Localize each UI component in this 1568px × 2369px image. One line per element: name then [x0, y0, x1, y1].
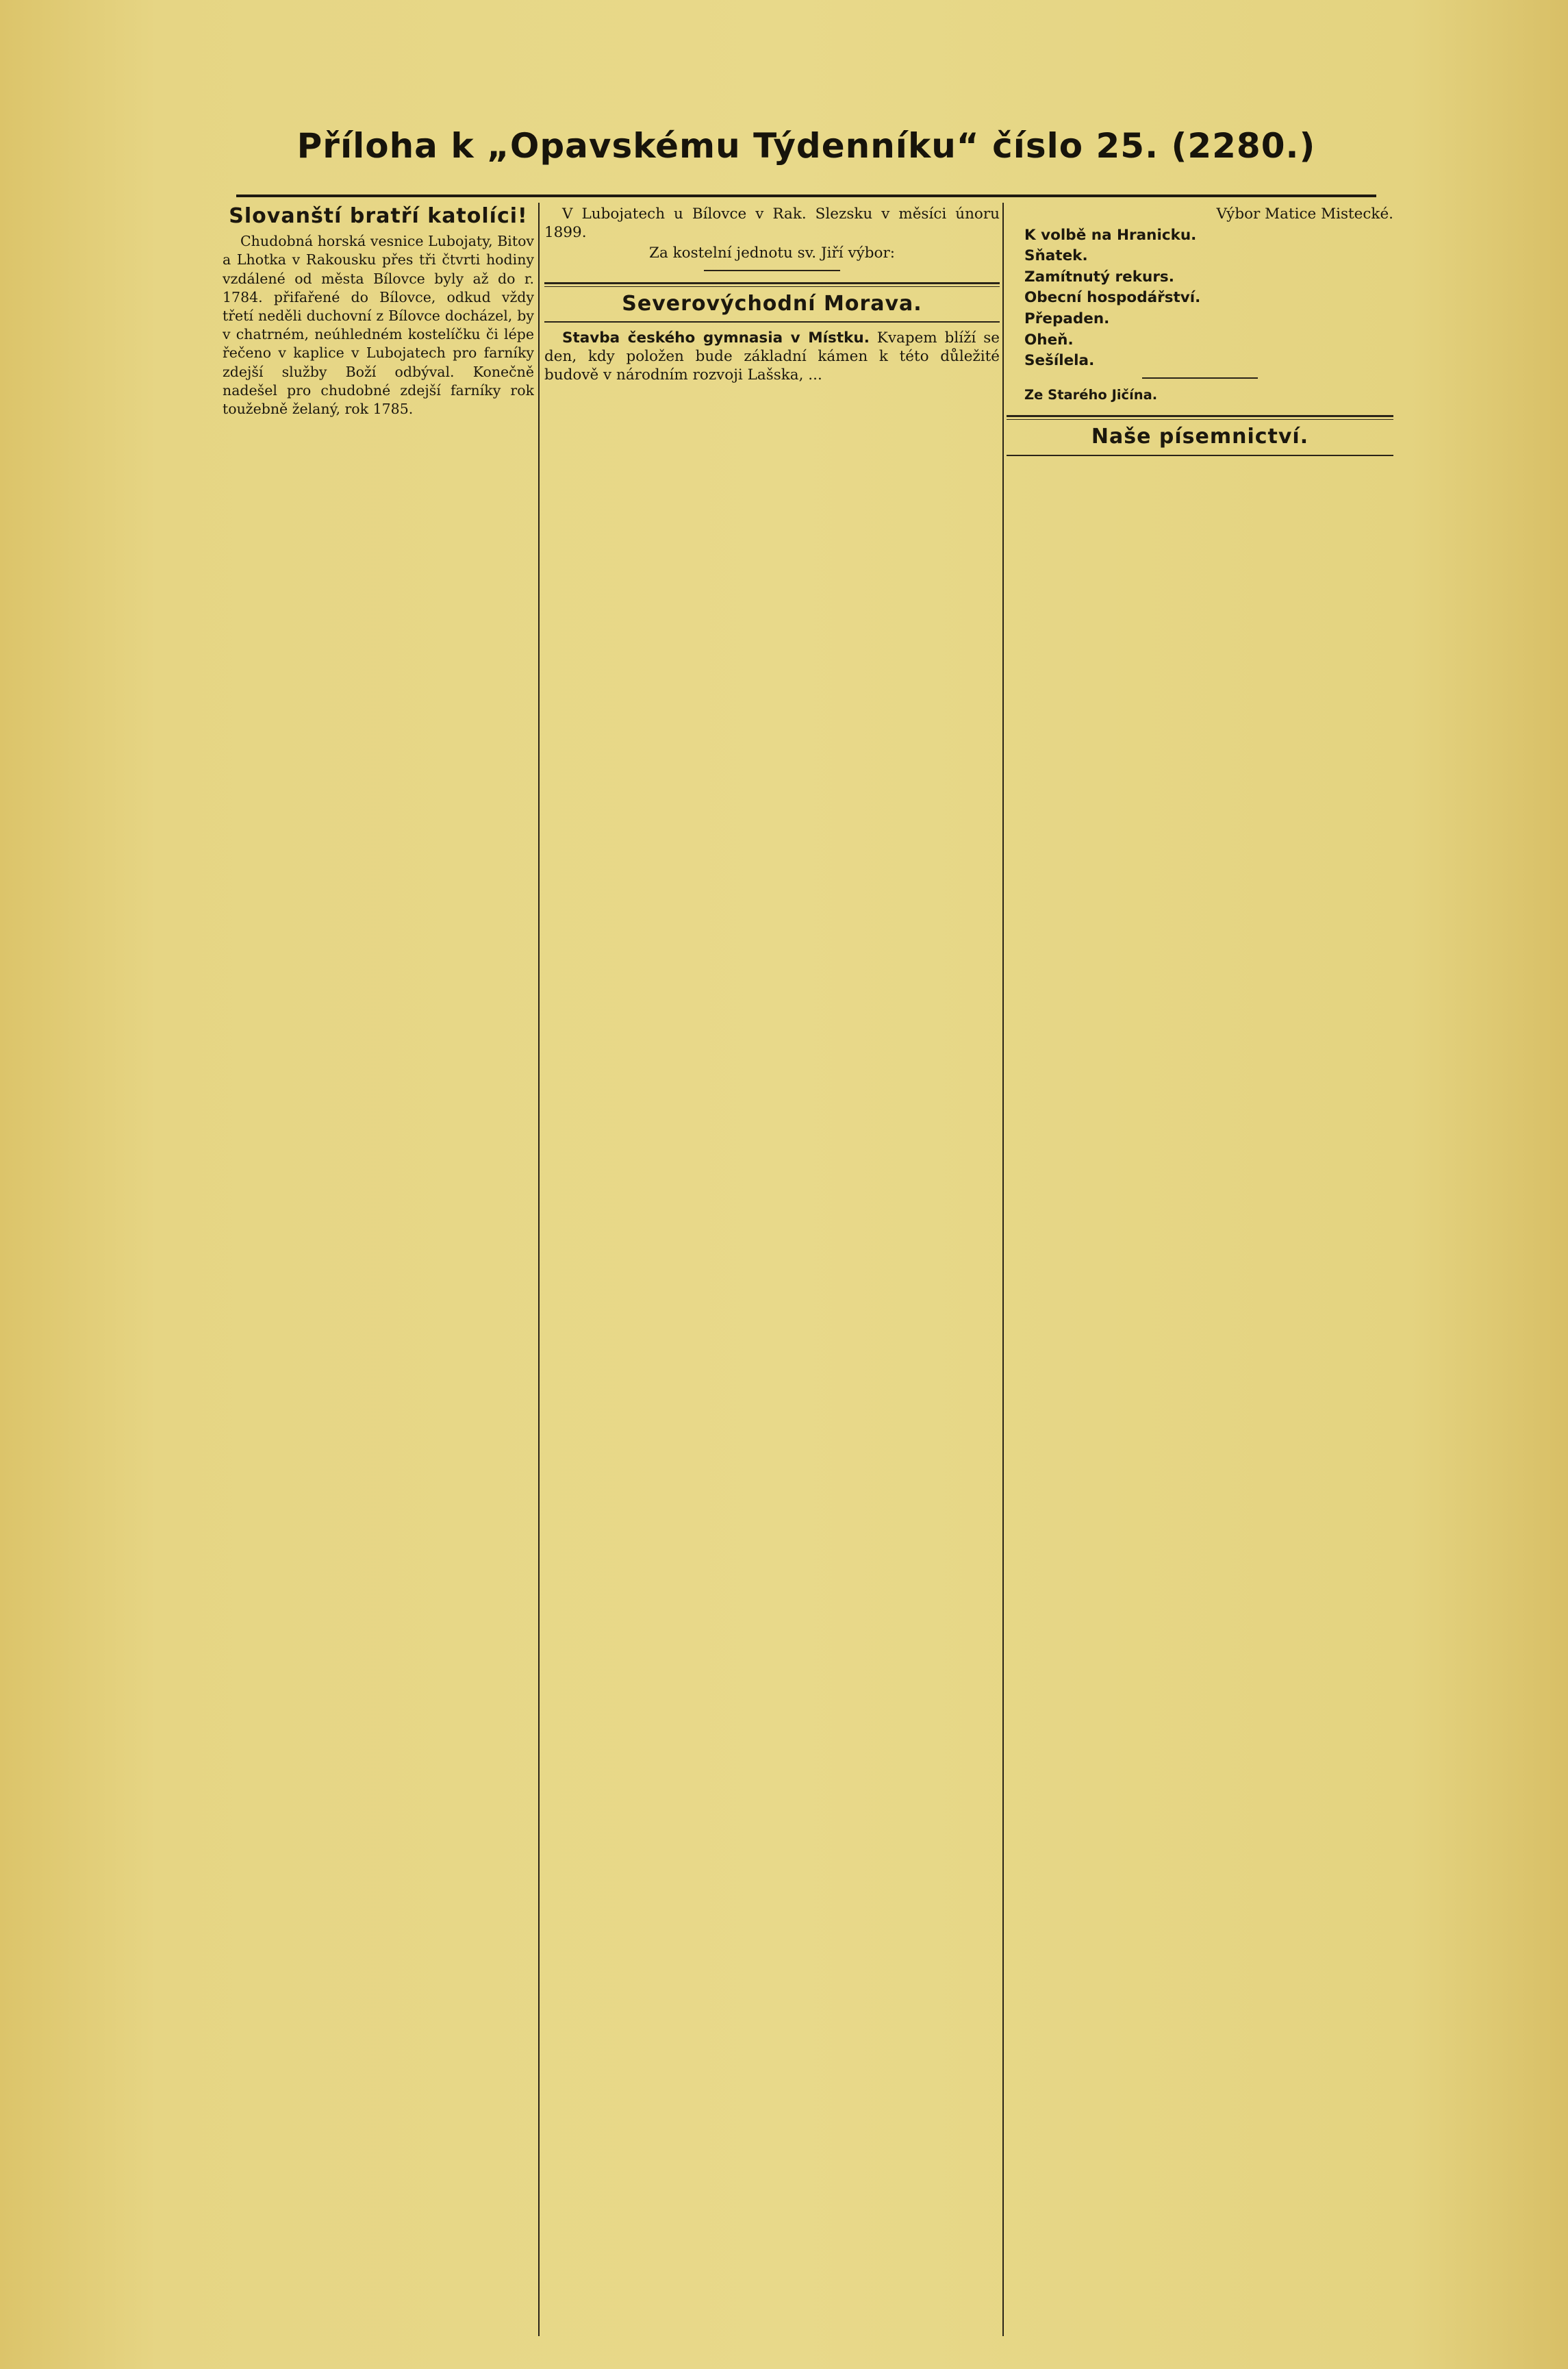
news-lead: Zamítnutý rekurs. [1024, 268, 1174, 286]
news-text: Kvapem blíží se den, kdy položen bude základní kámen k této důležité budově v národním rozvoji Lašska, ... [544, 329, 1000, 384]
section-title: Severovýchodní Morava. [622, 291, 922, 316]
divider [1007, 455, 1393, 456]
news-lead: Sňatek. [1024, 247, 1088, 265]
news-lead: Ze Starého Jičína. [1024, 386, 1158, 403]
paragraph: Chudobná horská vesnice Lubojaty, Bitov a Lhotka v Rakousku přes tři čtvrti hodiny vzdálené od města Bílovce byly až do r. 1784. přifařené do Bílovce, odkud vždy třetí neděli duchovní z Bílovce docházel, by v chatrném, neúhledném kostelíčku či lépe řečeno v kaplice v Lubojatech pro farníky zdejší služby Boží odbýval. Konečně nadešel pro chudobné zdejší farníky rok toužebně želaný, rok 1785. [223, 233, 534, 418]
column-3 [1007, 203, 1393, 2340]
divider [704, 270, 841, 271]
signature: Výbor Matice Mistecké. [1216, 205, 1393, 223]
section-divider [544, 282, 1000, 287]
column-divider [1002, 203, 1004, 2336]
page-headline: Příloha k „Opavskému Týdenníku“ číslo 25. (2280.) [296, 126, 1316, 166]
news-lead: Sešílela. [1024, 352, 1095, 370]
divider [544, 321, 1000, 323]
news-lead: Přepaden. [1024, 310, 1110, 327]
column-2 [544, 203, 1000, 2340]
news-lead: Obecní hospodářství. [1024, 289, 1201, 307]
section-divider [1007, 415, 1393, 420]
committee-title: Za kostelní jednotu sv. Jiří výbor: [649, 245, 895, 262]
column-1 [223, 203, 534, 2340]
article-title: Slovanští bratří katolíci! [229, 204, 528, 228]
divider [1142, 377, 1259, 379]
column-divider [538, 203, 540, 2336]
news-lead: K volbě na Hranicku. [1024, 226, 1197, 244]
news-lead: Stavba českého gymnasia v Místku. [562, 329, 870, 347]
section-title: Naše písemnictví. [1091, 425, 1309, 449]
news-lead: Oheň. [1024, 331, 1074, 349]
dateline: V Lubojatech u Bílovce v Rak. Slezsku v měsíci únoru 1899. [544, 205, 1000, 241]
header-rule [236, 195, 1376, 197]
